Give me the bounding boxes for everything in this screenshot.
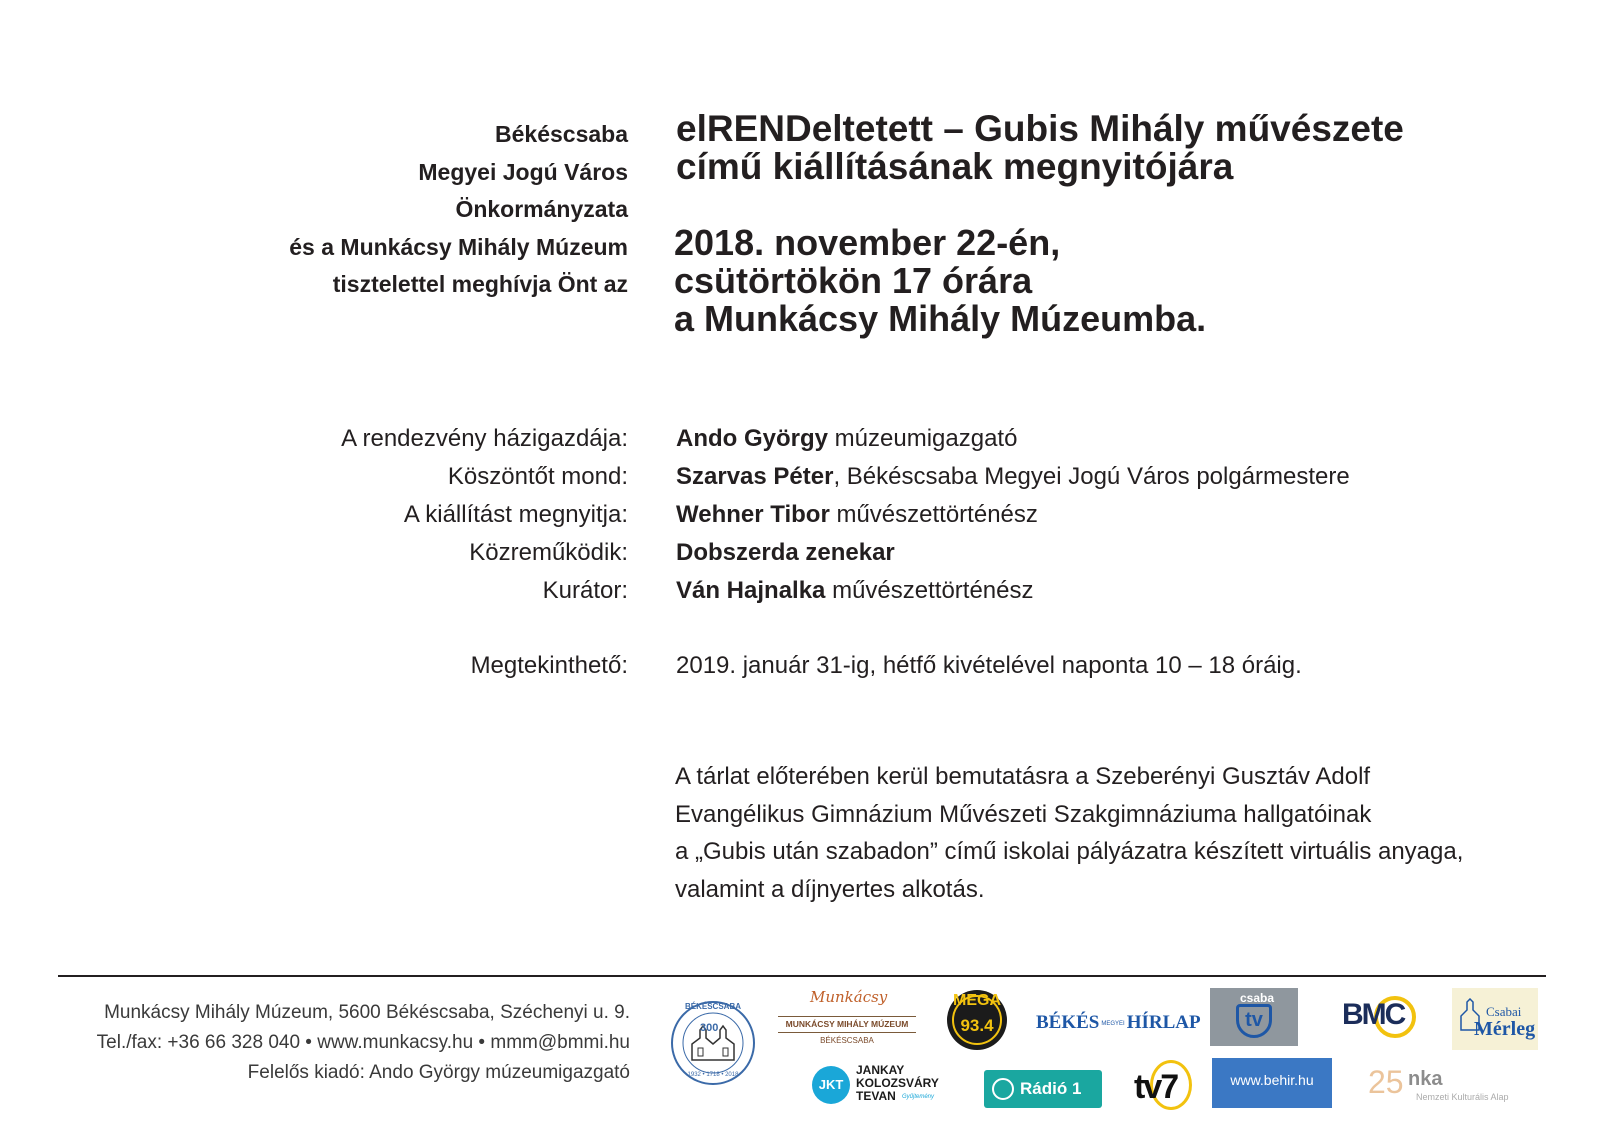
- date-line: 2018. november 22-én,: [674, 222, 1061, 263]
- bekes-hirlap-logo: [1036, 1012, 1201, 1038]
- inviter-line: Önkormányzata: [455, 196, 628, 222]
- performer-label: Közreműködik:: [469, 539, 628, 566]
- behir-name: www.behir.hu: [1230, 1072, 1314, 1088]
- greeting-value: [676, 462, 1350, 492]
- csabatv-mark: tv: [1236, 1004, 1272, 1038]
- munkacsy-signature: Munkácsy: [810, 988, 888, 1006]
- footer-address: Munkácsy Mihály Múzeum, 5600 Békéscsaba, Széchenyi u. 9.: [104, 1002, 630, 1023]
- performer-value: [676, 538, 895, 568]
- host-name: Ando György: [676, 425, 829, 452]
- inviter-line: Békéscsaba: [495, 121, 628, 147]
- merleg-bottom: Mérleg: [1474, 1018, 1536, 1040]
- munkacsy-name: MUNKÁCSY MIHÁLY MÚZEUM: [785, 1019, 909, 1029]
- radio1-logo: [984, 1070, 1102, 1108]
- curator-value: [676, 576, 1034, 606]
- side-exhibition-paragraph: [675, 758, 1555, 908]
- opener-role: művészettörténész: [829, 501, 1038, 528]
- title-line-2: című kiállításának megnyitójára: [676, 146, 1234, 187]
- viewing-label: Megtekinthető:: [470, 652, 628, 679]
- hirlap-mid: MEGYEI: [1101, 1020, 1125, 1027]
- munkacsy-city: BÉKÉSCSABA: [820, 1036, 874, 1045]
- exhibition-title: [676, 110, 1576, 186]
- opener-label: A kiállítást megnyitja:: [403, 501, 628, 528]
- greeting-name: Szarvas Péter: [676, 463, 834, 490]
- footer-publisher: Felelős kiadó: Ando György múzeumigazgató: [247, 1062, 630, 1083]
- host-value: [676, 424, 1017, 454]
- csaba-tv-logo: [1210, 988, 1298, 1046]
- host-role: múzeumigazgató: [828, 425, 1018, 452]
- csabatv-name: csaba: [1240, 991, 1275, 1005]
- radio1-name: Rádió 1: [1020, 1079, 1082, 1098]
- performer-name: Dobszerda zenekar: [676, 539, 895, 566]
- viewing-value: 2019. január 31-ig, hétfő kivételével naponta 10 – 18 óráig.: [676, 652, 1302, 679]
- jkt-line-3: TEVAN: [856, 1089, 896, 1103]
- jkt-collection-logo: [812, 1064, 948, 1110]
- time-line: csütörtökön 17 órára: [674, 260, 1033, 301]
- seal-arc-text: BÉKÉSCSABA: [684, 1002, 741, 1011]
- event-datetime: [674, 224, 1574, 338]
- bmc-name: BMC: [1342, 998, 1405, 1031]
- jkt-tag: Gyűjtemény: [902, 1094, 935, 1100]
- greeting-label: Köszöntőt mond:: [447, 463, 628, 490]
- jkt-line-2: KOLOZSVÁRY: [856, 1076, 939, 1090]
- footer-divider: [58, 975, 1546, 977]
- paragraph-line: Evangélikus Gimnázium Művészeti Szakgimnáziuma hallgatóinak: [675, 800, 1372, 828]
- curator-label: Kurátor:: [542, 577, 628, 604]
- opener-value: [676, 500, 1038, 530]
- venue-line: a Munkácsy Mihály Múzeumba.: [674, 298, 1207, 339]
- tv7-name: tv7: [1134, 1068, 1178, 1106]
- bekescsaba-300-logo: [670, 1000, 756, 1086]
- inviter-line: és a Munkácsy Mihály Múzeum: [289, 233, 628, 260]
- jkt-line-1: JANKAY: [856, 1063, 905, 1077]
- footer-contact: [30, 998, 630, 1088]
- hirlap-left: BÉKÉS: [1036, 1012, 1100, 1033]
- paragraph-line: a „Gubis után szabadon” című iskolai pályázatra készített virtuális anyaga,: [675, 838, 1464, 865]
- bmc-logo: [1340, 994, 1422, 1040]
- hirlap-right: HÍRLAP: [1126, 1012, 1201, 1033]
- inviter-line: Megyei Jogú Város: [418, 158, 628, 185]
- opener-name: Wehner Tibor: [676, 501, 830, 528]
- nka-subtitle: Nemzeti Kulturális Alap: [1416, 1092, 1509, 1102]
- mega-radio-logo: [944, 986, 1010, 1052]
- nka-name: nka: [1408, 1068, 1443, 1090]
- inviter-block: [150, 116, 628, 304]
- merleg-top: Csabai: [1486, 1004, 1522, 1019]
- tv7-logo: [1128, 1060, 1194, 1114]
- curator-name: Ván Hajnalka: [676, 577, 826, 604]
- host-label: A rendezvény házigazdája:: [341, 425, 628, 452]
- paragraph-line: A tárlat előterében kerül bemutatásra a Szeberényi Gusztáv Adolf: [675, 763, 1371, 790]
- curator-role: művészettörténész: [825, 577, 1034, 604]
- mega-name: MEGA: [953, 992, 1001, 1009]
- behir-website-logo: [1212, 1058, 1332, 1108]
- seal-number: 300: [700, 1022, 719, 1034]
- footer-phone-web: Tel./fax: +36 66 328 040 • www.munkacsy.hu • mmm@bmmi.hu: [96, 1032, 630, 1053]
- jkt-mark: JKT: [812, 1066, 850, 1104]
- paragraph-line: valamint a díjnyertes alkotás.: [675, 875, 985, 903]
- seal-years: 1932 • 1718 • 2018: [687, 1072, 739, 1078]
- greeting-role: , Békéscsaba Megyei Jogú Város polgármestere: [833, 463, 1350, 490]
- csabai-merleg-logo: [1452, 988, 1538, 1050]
- nka-logo: [1368, 1064, 1528, 1108]
- title-line-1: elRENDeltetett – Gubis Mihály művészete: [676, 108, 1404, 149]
- mega-frequency: 93.4: [960, 1016, 994, 1035]
- inviter-line: tisztelettel meghívja Önt az: [332, 271, 628, 297]
- munkacsy-museum-logo: [776, 988, 918, 1048]
- nka-number: 25: [1368, 1064, 1404, 1100]
